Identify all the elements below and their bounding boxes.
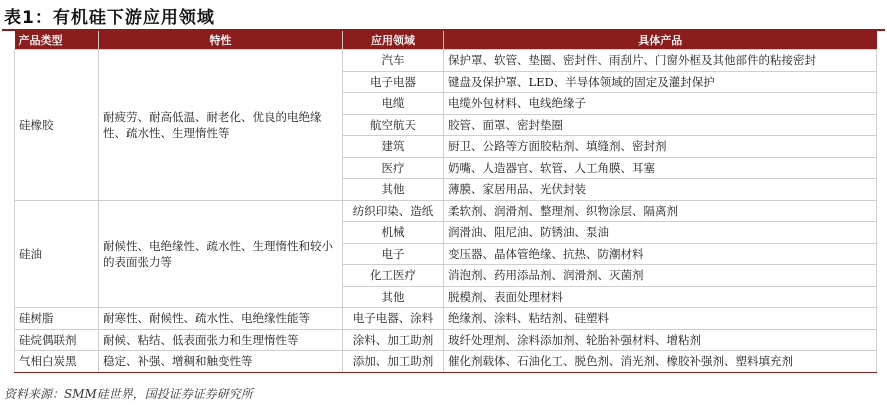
traits-cell: 耐寒性、耐候性、疏水性、电绝缘性能等 <box>99 308 343 330</box>
header-traits: 特性 <box>99 31 343 50</box>
products-cell: 保护罩、软管、垫圈、密封件、雨刮片、门窗外框及其他部件的粘接密封 <box>444 50 877 72</box>
products-cell: 变压器、晶体管绝缘、抗热、防潮材料 <box>444 243 877 265</box>
source-note: 资料来源：SMM硅世界，国投证券证券研究所 <box>4 387 253 401</box>
application-cell: 医疗 <box>343 157 444 179</box>
products-cell: 电缆外包材料、电线绝缘子 <box>444 93 877 115</box>
application-cell: 机械 <box>343 222 444 244</box>
products-cell: 奶嘴、人造器官、软管、人工角膜、耳塞 <box>444 157 877 179</box>
products-cell: 柔软剂、润滑剂、整理剂、织物涂层、隔离剂 <box>444 200 877 222</box>
table-row <box>15 200 877 222</box>
products-cell: 脱模剂、表面处理材料 <box>444 286 877 308</box>
application-cell: 添加、加工助剂 <box>343 351 444 373</box>
application-cell: 电子 <box>343 243 444 265</box>
application-cell: 其他 <box>343 179 444 201</box>
products-cell: 消泡剂、药用添品剂、润滑剂、灭菌剂 <box>444 265 877 287</box>
products-cell: 催化剂载体、石油化工、脱色剂、消光剂、橡胶补强剂、塑料填充剂 <box>444 351 877 373</box>
application-cell: 电缆 <box>343 93 444 115</box>
table-row <box>15 351 877 373</box>
product-type-cell: 气相白炭黑 <box>15 351 99 373</box>
product-type-cell: 硅油 <box>15 200 99 308</box>
application-cell: 航空航天 <box>343 114 444 136</box>
application-cell: 纺织印染、造纸 <box>343 200 444 222</box>
application-cell: 涂料、加工助剂 <box>343 329 444 351</box>
traits-cell: 耐疲劳、耐高低温、耐老化、优良的电绝缘性、疏水性、生理惰性等 <box>99 50 343 201</box>
application-cell: 建筑 <box>343 136 444 158</box>
header-products: 具体产品 <box>444 31 877 50</box>
table-row <box>15 308 877 330</box>
header-application: 应用领域 <box>343 31 444 50</box>
traits-cell: 稳定、补强、增稠和触变性等 <box>99 351 343 373</box>
table-title: 表1：有机硅下游应用领域 <box>4 8 215 28</box>
traits-cell: 耐候性、电绝缘性、疏水性、生理惰性和较小的表面张力等 <box>99 200 343 308</box>
product-type-cell: 硅树脂 <box>15 308 99 330</box>
application-cell: 其他 <box>343 286 444 308</box>
products-cell: 键盘及保护罩、LED、半导体领域的固定及灌封保护 <box>444 71 877 93</box>
product-type-cell: 硅烷偶联剂 <box>15 329 99 351</box>
table-row <box>15 329 877 351</box>
products-cell: 厨卫、公路等方面胶粘剂、填缝剂、密封剂 <box>444 136 877 158</box>
products-cell: 薄膜、家居用品、光伏封装 <box>444 179 877 201</box>
application-table <box>14 31 877 373</box>
table-row <box>15 50 877 72</box>
application-cell: 电子电器、涂料 <box>343 308 444 330</box>
header-product-type: 产品类型 <box>15 31 99 50</box>
products-cell: 胶管、面罩、密封垫圈 <box>444 114 877 136</box>
products-cell: 润滑油、阻尼油、防锈油、泵油 <box>444 222 877 244</box>
products-cell: 绝缘剂、涂料、粘结剂、硅塑料 <box>444 308 877 330</box>
traits-cell: 耐候、粘结、低表面张力和生理惰性等 <box>99 329 343 351</box>
header-row <box>15 31 877 50</box>
application-cell: 汽车 <box>343 50 444 72</box>
application-cell: 化工医疗 <box>343 265 444 287</box>
application-cell: 电子电器 <box>343 71 444 93</box>
product-type-cell: 硅橡胶 <box>15 50 99 201</box>
products-cell: 玻纤处理剂、涂料添加剂、轮胎补强材料、增粘剂 <box>444 329 877 351</box>
